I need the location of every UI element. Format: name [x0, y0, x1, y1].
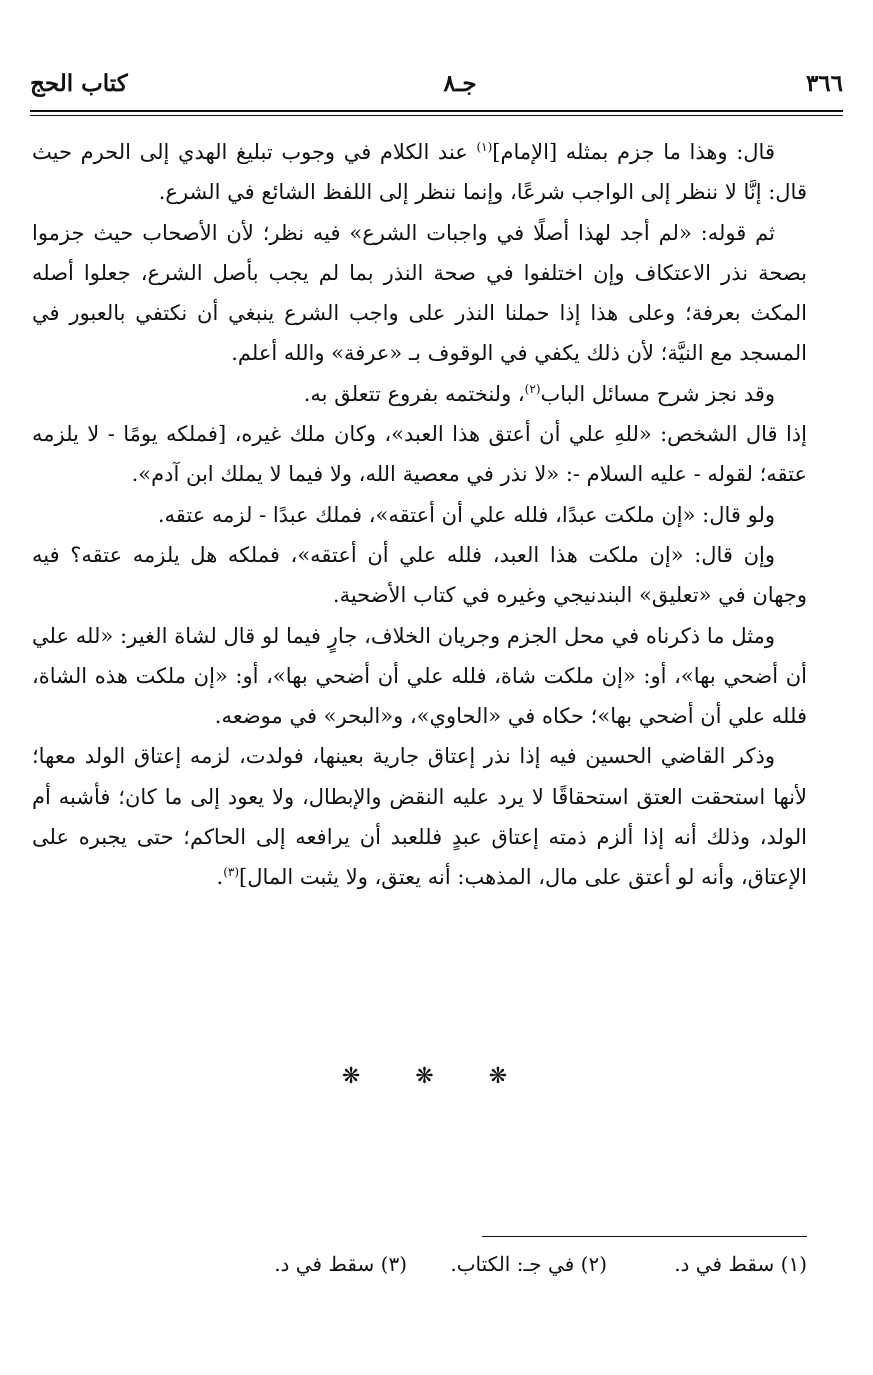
footnote-item: (١) سقط في د.: [674, 1252, 807, 1276]
header-rule-thin: [30, 115, 843, 116]
paragraph: وذكر القاضي الحسين فيه إذا نذر إعتاق جارية بعينها، فولدت، لزمه إعتاق الولد معها؛ لأنها استحقت العتق استحقاقًا لا يرد عليه النقض والإبطال، ولا يعود إلى ما كان؛ فأشبه أم الولد، وذلك أنه إذا ألزم ذمته إعتاق عبدٍ فللعبد أن يرافعه إلى الحاكم؛ حتى يجبره على الإعتاق، وأنه لو أعتق على مال، المذهب: أنه يعتق، ولا يثبت المال]$^{(٣)}$.: [32, 744, 807, 890]
header-rule: [30, 110, 843, 112]
body-text: [32, 132, 807, 898]
footnote-item: (٣) سقط في د.: [274, 1252, 407, 1276]
paragraph: ثم قوله: «لم أجد لهذا أصلًا في واجبات الشرع» فيه نظر؛ لأن الأصحاب حيث جزموا بصحة نذر الاعتكاف وإن اختلفوا في صحة النذر بما لم يجب بأصل الشرع، جعلوا أصله المكث بعرفة؛ وعلى هذا إذا حملنا النذر على واجب الشرع ينبغي أن نكتفي بالعبور في المسجد مع النيَّة؛ لأن ذلك يكفي في الوقوف بـ «عرفة» والله أعلم.: [32, 220, 807, 366]
footnote-item: (٢) في جـ: الكتاب.: [450, 1252, 607, 1276]
footnotes: [190, 1252, 807, 1282]
book-title: كتاب الحج: [30, 70, 128, 97]
footnote-marker: (١): [476, 140, 493, 154]
page-header: [30, 66, 843, 106]
paragraph: وقد نجز شرح مسائل الباب$^{(٢)}$، ولنختمه بفروع تتعلق به.: [303, 381, 775, 406]
paragraph: إذا قال الشخص: «للهِ علي أن أعتق هذا العبد»، وكان ملك غيره، [فملكه يومًا - لا يلزمه عتقه؛ لقوله - عليه السلام -: «لا نذر في معصية الله، ولا فيما لا يملك ابن آدم».: [32, 422, 807, 487]
page-number: ٣٦٦: [805, 70, 843, 97]
paragraph: قال: وهذا ما جزم بمثله [الإمام]$^{(١)}$ عند الكلام في وجوب تبليغ الهدي إلى الحرم حيث قال: إنَّا لا ننظر إلى الواجب شرعًا، وإنما ننظر إلى اللفظ الشائع في الشرع.: [32, 140, 807, 205]
volume-label: جـ٨: [443, 70, 477, 97]
footnote-rule: [482, 1236, 807, 1237]
section-separator: ❋ ❋ ❋: [341, 1064, 532, 1089]
paragraph: ولو قال: «إن ملكت عبدًا، فلله علي أن أعتقه»، فملك عبدًا - لزمه عتقه.: [157, 502, 775, 527]
footnote-marker: (٣): [223, 865, 240, 880]
footnote-marker: (٢): [524, 381, 541, 396]
paragraph: وإن قال: «إن ملكت هذا العبد، فلله علي أن أعتقه»، فملكه هل يلزمه عتقه؟ فيه وجهان في «تعليق» البندنيجي وغيره في كتاب الأضحية.: [32, 542, 807, 608]
paragraph: ومثل ما ذكرناه في محل الجزم وجريان الخلاف، جارٍ فيما لو قال لشاة الغير: «لله علي أن أضحي بها»، أو: «إن ملكت شاة، فلله علي أن أضحي بها»، أو: «إن ملكت هذه الشاة، فلله علي أن أضحي بها»؛ حكاه في «الحاوي»، و«البحر» في موضعه.: [32, 623, 807, 729]
